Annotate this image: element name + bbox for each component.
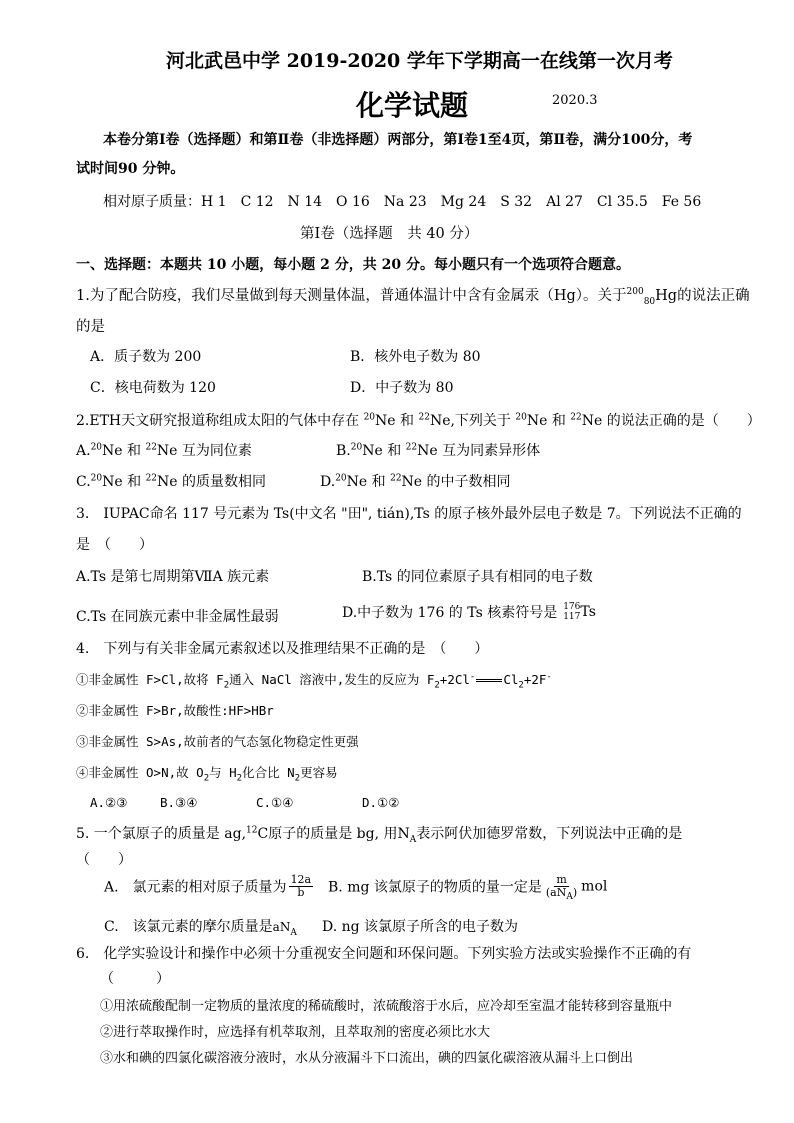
section-title: 第Ⅰ卷（选择题 共 40 分） [300, 226, 479, 242]
q5-option-b[interactable]: B. mg 该氯原子的物质的量一定是 $\frac{m}{(aN_A)}$ mol [328, 873, 608, 903]
q6-paren: （ ） [100, 971, 170, 987]
q4-stem: 4. 下列与有关非金属元素叙述以及推理结果不正确的是 （ ） [76, 641, 489, 657]
q2-option-c[interactable]: C.$^{20}$Ne 和 $^{22}$Ne 的质量数相同 [76, 473, 267, 490]
ts-nuclide-symbol: 176 117 [563, 602, 581, 622]
q6-statement-3: ③水和碘的四氯化碳溶液分液时，水从分液漏斗下口流出，碘的四氯化碳溶液从漏斗上口倒出 [100, 1051, 634, 1066]
q1-stem: 1.为了配合防疫，我们尽量做到每天测量体温，普通体温计中含有金属汞（Hg）。关于$^{200}_{80}$Hg的说法正确 [76, 287, 750, 307]
q1-option-a[interactable]: A．质子数为 200 [90, 349, 202, 365]
q3-option-c[interactable]: C.Ts 在同族元素中非金属性最弱 [76, 609, 279, 625]
q4-option-a[interactable]: A.②③ [90, 795, 128, 810]
subject-title: 化学试题 [356, 89, 469, 122]
q1-option-b[interactable]: B．核外电子数为 80 [350, 349, 481, 365]
q3-stem-line2: 是 （ ） [76, 537, 153, 553]
q4-statement-3: ③非金属性 S>As,故前者的气态氢化物稳定性更强 [76, 734, 359, 749]
intro-line1: 本卷分第Ⅰ卷（选择题）和第Ⅱ卷（非选择题）两部分，第Ⅰ卷1至4页，第Ⅱ卷，满分100分，考 [103, 132, 693, 148]
q2-option-d[interactable]: D.$^{20}$Ne 和 $^{22}$Ne 的中子数相同 [320, 473, 511, 490]
q1-option-d[interactable]: D．中子数为 80 [350, 380, 454, 396]
q4-statement-4: ④非金属性 O>N,故 $O_2$与 $H_2$化合比 $N_2$更容易 [76, 765, 338, 784]
q4-option-b[interactable]: B.③④ [160, 795, 198, 810]
exam-date: 2020.3 [552, 93, 598, 108]
q3-option-d[interactable]: D.中子数为 176 的 Ts 核素符号是 176 117 Ts [342, 602, 596, 622]
q6-statement-1: ①用浓硫酸配制一定物质的量浓度的稀硫酸时，浓硫酸溶于水后，应冷却至室温才能转移到容量瓶中 [100, 999, 673, 1014]
q2-stem: 2.ETH天文研究报道称组成太阳的气体中存在 $^{20}$Ne 和 $^{22}$Ne,下列关于 $^{20}$Ne 和 $^{22}$Ne 的说法正确的是（ ） [76, 412, 761, 429]
equals-sign-icon [476, 679, 502, 682]
q5-option-a[interactable]: A. 氯元素的相对原子质量为 $\frac{12a}{b}$ [104, 873, 312, 899]
q5-option-c[interactable]: C. 该氯元素的摩尔质量是$aN_A$ [104, 919, 297, 938]
fraction-12a-b: $\frac{12a}{b}$ [290, 873, 312, 899]
q3-option-a[interactable]: A.Ts 是第七周期第ⅦA 族元素 [76, 569, 270, 585]
q4-option-d[interactable]: D.①② [362, 795, 400, 810]
section-instruction: 一、选择题：本题共 10 小题，每小题 2 分，共 20 分。每小题只有一个选项符合题意。 [76, 257, 630, 273]
q2-option-a[interactable]: A.$^{20}$Ne 和 $^{22}$Ne 互为同位素 [76, 442, 252, 459]
exam-title: 河北武邑中学 2019-2020 学年下学期高一在线第一次月考 [166, 50, 673, 72]
q4-option-c[interactable]: C.①④ [256, 795, 294, 810]
q1-option-c[interactable]: C．核电荷数为 120 [90, 380, 216, 396]
q3-option-b[interactable]: B.Ts 的同位素原子具有相同的电子数 [362, 569, 593, 585]
q3-stem: 3. IUPAC命名 117 号元素为 Ts(中文名 "田", tián),Ts 的原子核外最外层电子数是 7。下列说法不正确的 [76, 506, 742, 522]
atomic-mass-line: 相对原子质量：H 1 C 12 N 14 O 16 Na 23 Mg 24 S 32 Al 27 Cl 35.5 Fe 56 [103, 194, 702, 210]
q5-paren: （ ） [76, 852, 132, 868]
intro-line2: 试时间90 分钟。 [76, 161, 185, 177]
q6-statement-2: ②进行萃取操作时，应选择有机萃取剂，且萃取剂的密度必须比水大 [100, 1025, 491, 1040]
q6-stem: 6. 化学实验设计和操作中必须十分重视安全问题和环保问题。下列实验方法或实验操作不正确的有 [76, 946, 692, 962]
q4-statement-1: ①非金属性 F>Cl,故将 $F_2$通入 NaCl 溶液中,发生的反应为 $F_2+2Cl^-$ $Cl_2+2F^-$ [76, 671, 552, 691]
fraction-m-over-aNA: $\frac{m}{(aN_A)}$ [545, 873, 578, 903]
q1-stem-line2: 的是 [76, 319, 105, 335]
q2-option-b[interactable]: B.$^{20}$Ne 和 $^{22}$Ne 互为同素异形体 [336, 442, 541, 459]
q5-option-d[interactable]: D. ng 该氯原子所含的电子数为 [322, 919, 519, 935]
q4-statement-2: ②非金属性 F>Br,故酸性:HF>HBr [76, 703, 274, 718]
q5-stem: 5. 一个氯原子的质量是 ag,$^{12}$C原子的质量是 bg, 用$N_A$表示阿伏加德罗常数，下列说法中正确的是 [76, 825, 683, 845]
